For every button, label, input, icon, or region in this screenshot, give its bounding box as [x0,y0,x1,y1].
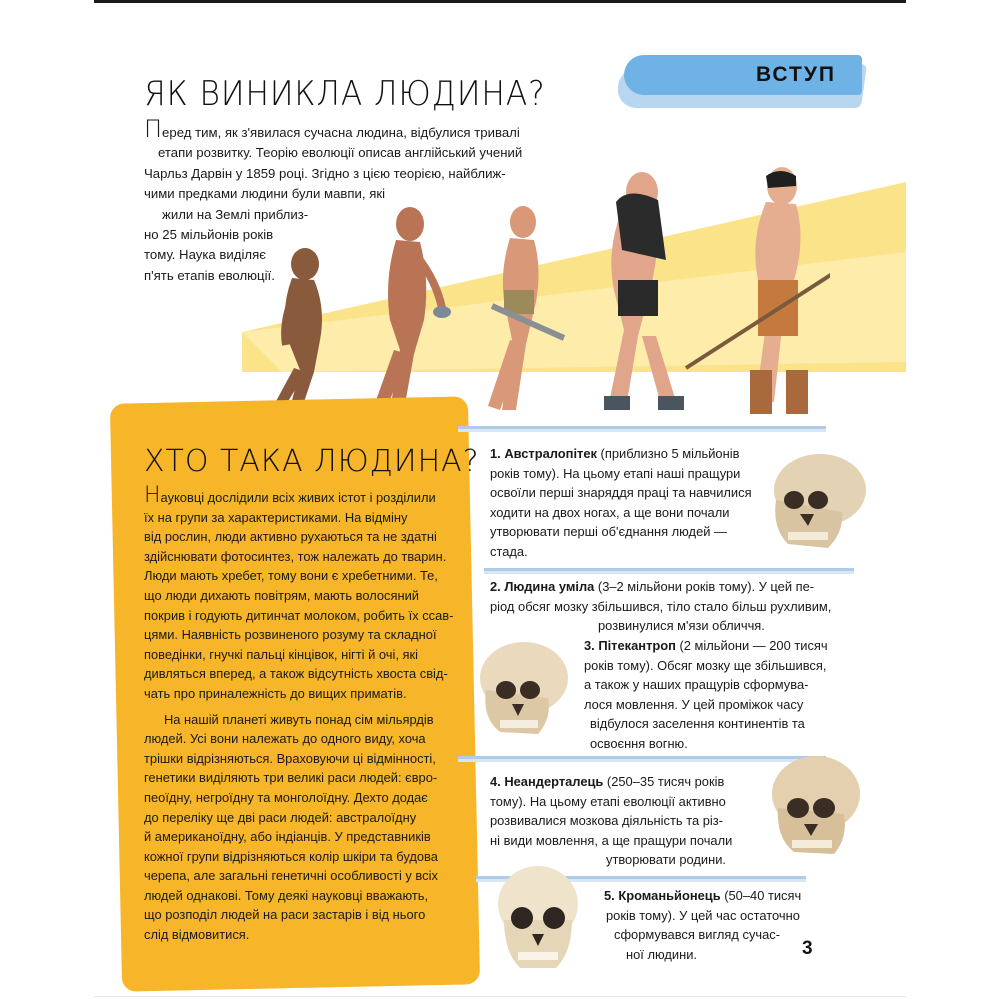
panel-line: й американоїдну, або індіанців. У представників [144,829,431,845]
stage-line [490,444,780,464]
stage-name: 2. Людина уміла [490,579,595,594]
stage-1 [490,444,780,562]
stage-line: років тому). У цей час остаточно [606,907,800,923]
stage-line-text: (250–35 тисяч років [603,774,725,789]
stage-3 [584,636,864,754]
panel-line: кожної групи відрізняються колір шкіри та будова [144,848,438,864]
intro-line: тому. Наука виділяє [144,247,266,263]
stage-2 [490,577,870,636]
panel-line: трішки відрізняються. Враховуючи ці відмінності, [144,750,436,766]
panel-line: від рослин, люди активно рухаються та не здатні [144,529,437,545]
panel-line: їх на групи за характеристиками. На відміну [144,509,408,525]
stage-line [604,886,854,906]
stage-line: розвинулися м'язи обличчя. [598,618,765,634]
panel-paragraph-1 [144,483,460,704]
skull-cro-magnon-image [490,862,586,976]
stage-line-text: (3–2 мільйони років тому). У цей пе- [594,579,815,594]
stage-line: освоєння вогню. [590,735,688,751]
panel-drop-cap: Н [144,483,161,508]
stage-name: 3. Пітекантроп [584,638,676,653]
skull-homo-habilis-image [466,636,572,740]
stage-line: лося мовлення. У цей проміжок часу [584,696,804,712]
stage-line: років тому). Обсяг мозку ще збільшився, [584,657,827,673]
stage-line-text: (2 мільйони — 200 тисяч [675,638,828,653]
intro-line: етапи розвитку. Теорію еволюції описав англійський учений [158,145,523,161]
bottom-rule [94,996,906,997]
panel-line: слід відмовитися. [144,927,250,943]
panel-line: дивляться вперед, а також відсутність хвоста свід- [144,666,448,682]
stage-name: 5. Кроманьйонець [604,888,721,903]
figure-homo-habilis [374,207,451,410]
stage-line: років тому). На цьому етапі наші пращури [490,465,741,481]
stage-name: 1. Австралопітек [490,446,597,461]
panel-line: Люди мають хребет, тому вони є хребетними. Те, [144,568,438,584]
stage-line [490,577,870,597]
intro-line: жили на Землі приблиз- [162,206,309,222]
stage-line: ріод обсяг мозку збільшився, тіло стало більш рухливим, [490,598,832,614]
panel-line: що розподіл людей на раси застарів і від нього [144,907,426,923]
stage-line: ні види мовлення, а ще пращури почали [490,832,733,848]
panel-line: до переліку ще дві раси людей: австралоїдну [144,809,417,825]
panel-line: На нашій планеті живуть понад сім мільярдів [164,711,434,727]
panel-line: цями. Наявність розвиненого розуму та складної [144,627,437,643]
stage-line-text: (50–40 тисяч [720,888,802,903]
stage-4 [490,772,780,870]
stage-line: розвивалися мозкова діяльність та різ- [490,813,723,829]
stage-line: ної людини. [626,946,697,962]
intro-line: п'ять етапів еволюції. [144,267,275,283]
panel-line: чать про приналежність до вищих приматів. [144,685,407,701]
intro-line: Чарльз Дарвін у 1859 році. Згідно з цією теорією, найближ- [144,165,506,181]
page-number: 3 [802,938,813,959]
stage-line: утворювати перші об'єднання людей — [490,524,727,540]
stage-line: стада. [490,543,528,559]
panel-line: що люди дихають повітрям, мають волосяний [144,587,419,603]
panel-text [144,483,460,945]
skull-australopithecus-image [764,448,870,554]
evolution-illustration [230,140,830,425]
stage-line: а також у наших пращурів сформува- [584,677,809,693]
section-tab [624,55,862,95]
stage-line-text: (приблизно 5 мільйонів [596,446,740,461]
intro-line-text: еред тим, як з'явилася сучасна людина, відбулися тривалі [162,125,520,140]
panel-line: людей. Усі вони належать до одного виду, хоча [144,731,426,747]
stage-line: ходити на двох ногах, а ще вони почали [490,504,730,520]
intro-line: но 25 мільйонів років [144,227,274,243]
panel-line: покрив і годують дитинчат молоком, робить їх ссав- [144,607,454,623]
stage-5 [604,886,854,964]
stage-divider [458,426,826,429]
panel-line: ауковці дослідили всіх живих істот і розділили [160,490,436,505]
figure-homo-erectus [488,206,564,410]
panel-line: людей однакові. Тому деякі науковці вважають, [144,887,429,903]
stage-divider [484,568,854,571]
stage-name: 4. Неандерталець [490,774,604,789]
intro-line: чими предками людини були мавпи, які [144,186,386,202]
panel-title: ХТО ТАКА ЛЮДИНА? [144,444,480,479]
drop-cap: П [144,115,163,143]
panel-line: здійснювати фотосинтез, тож належать до тварин. [144,548,447,564]
stage-line [584,636,864,656]
top-rule [94,0,906,3]
figure-australopithecus [274,248,322,408]
stage-line: відбулося заселення континентів та [590,716,805,732]
stage-line: утворювати родини. [606,852,727,868]
figure-neanderthal [604,172,684,410]
section-tab-label: ВСТУП [756,63,836,86]
skull-neanderthal-image [764,752,870,862]
stage-line: освоїли перші знаряддя праці та навчилися [490,485,752,501]
page-title: ЯК ВИНИКЛА ЛЮДИНА? [144,74,546,114]
panel-line: генетики виділяють три великі раси людей: євро- [144,770,438,786]
panel-line: черепа, але загальні генетичні особливості у всіх [144,868,438,884]
panel-line: пеоїдну, негроїдну та монголоїдну. Дехто додає [144,789,428,805]
stage-line [490,772,780,792]
stage-line: тому). На цьому етапі еволюції активно [490,793,726,809]
figure-cro-magnon [686,167,830,414]
panel-line: поведінки, гнучкі пальці кінцівок, нігті й очі, які [144,646,419,662]
panel-paragraph-2 [144,710,460,945]
stage-line: сформувався вигляд сучас- [614,927,781,943]
